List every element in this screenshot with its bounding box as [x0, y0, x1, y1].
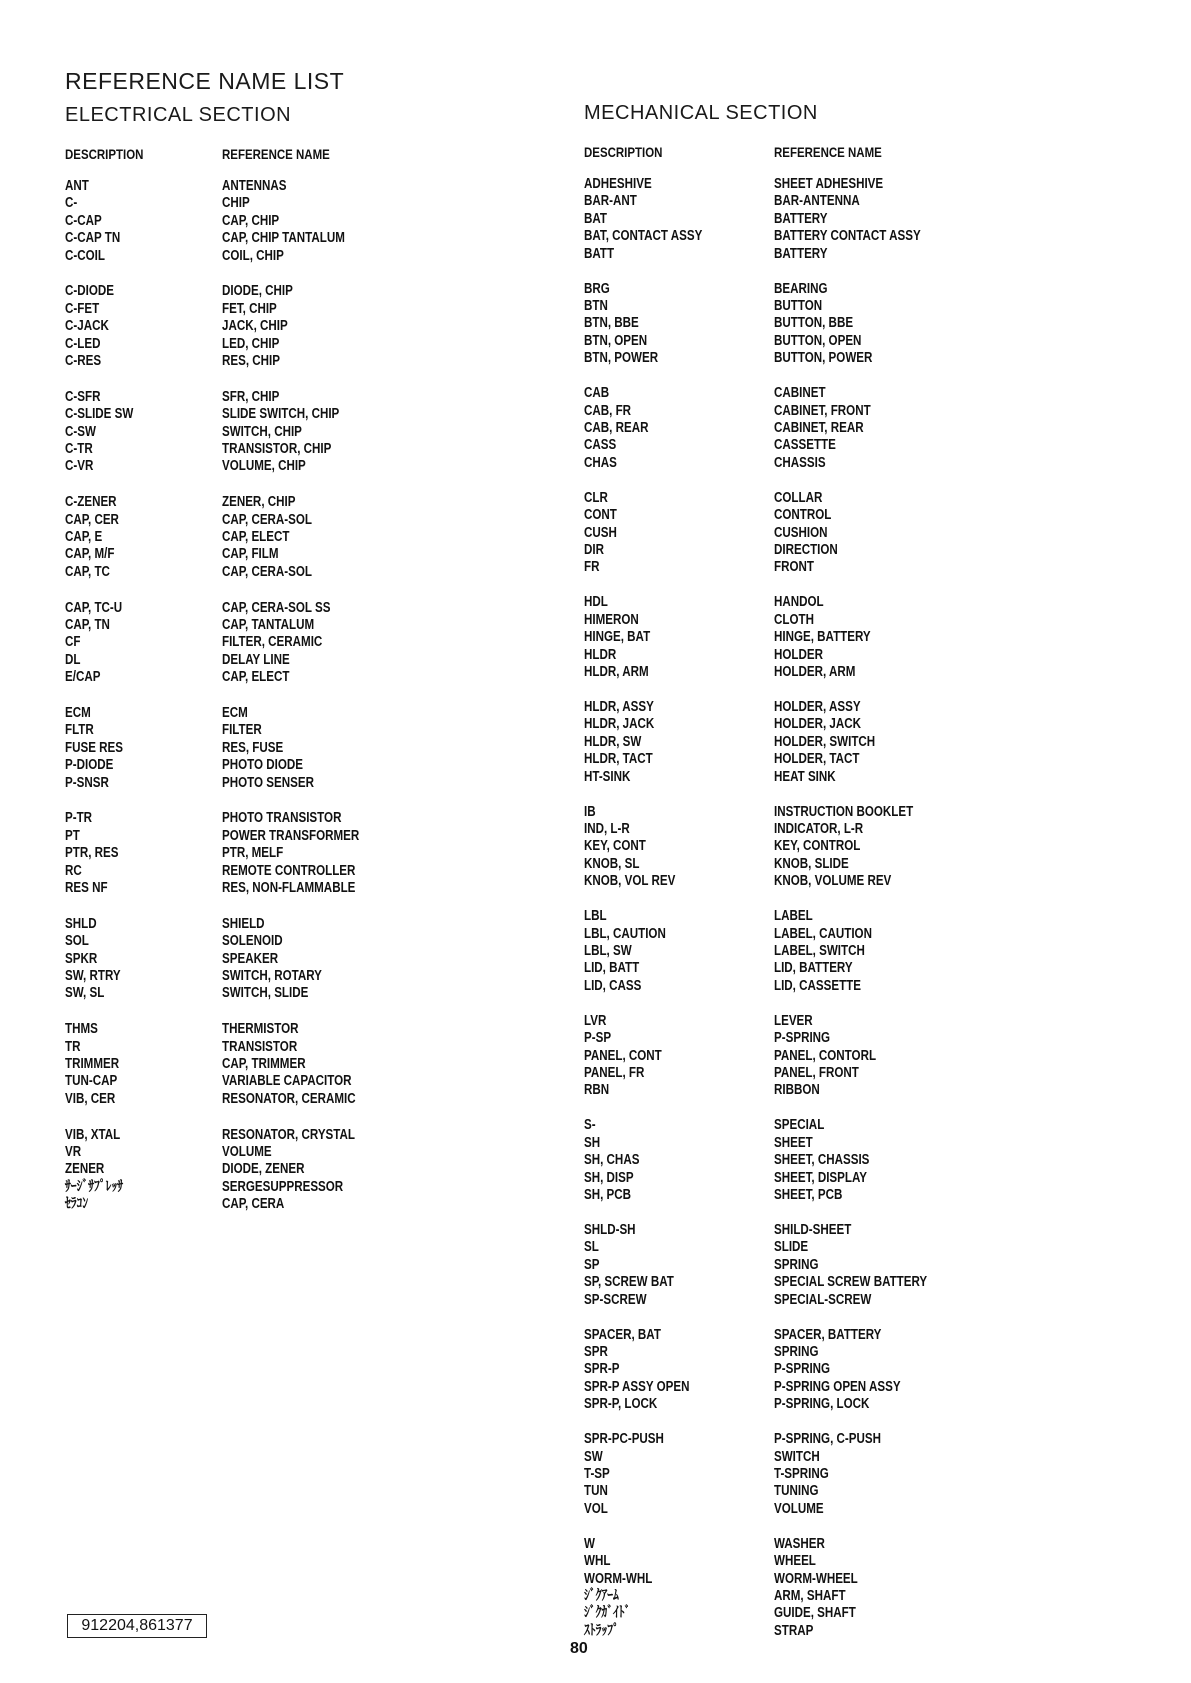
reference-name-cell: FILTER, CERAMIC — [222, 634, 323, 651]
description-cell: SW — [584, 1448, 603, 1465]
description-cell: CAP, TC-U — [65, 599, 123, 616]
description-cell: PANEL, FR — [584, 1065, 645, 1081]
description-cell: C-LED — [65, 335, 101, 352]
description-cell: C- — [65, 195, 78, 212]
reference-name-cell: LABEL — [774, 908, 813, 925]
description-cell: BAT, CONTACT ASSY — [584, 228, 703, 245]
reference-name-cell: TRANSISTOR — [222, 1038, 298, 1055]
description-cell: P-TR — [65, 810, 93, 827]
description-cell: HIMERON — [584, 611, 639, 628]
description-cell: ｼﾞｸｶﾞｲﾄﾞ — [584, 1605, 631, 1622]
description-cell: BTN, POWER — [584, 350, 659, 367]
reference-name-cell: SLIDE — [774, 1239, 809, 1256]
reference-name-cell: CHIP — [222, 195, 250, 212]
description-cell: C-DIODE — [65, 283, 114, 300]
reference-name-cell: DIODE, ZENER — [222, 1161, 305, 1178]
description-cell: DL — [65, 651, 81, 668]
reference-name-cell: LABEL, SWITCH — [774, 943, 865, 959]
reference-name-cell: RES, FUSE — [222, 739, 284, 756]
reference-name-cell: CHASSIS — [774, 454, 826, 471]
reference-name-cell: CAP, TANTALUM — [222, 617, 315, 633]
description-cell: P-DIODE — [65, 757, 114, 774]
reference-name-cell: KNOB, SLIDE — [774, 855, 849, 872]
description-cell: CAB, REAR — [584, 420, 649, 436]
description-cell: ｻｰｼﾞｻﾌﾟﾚｯｻ — [65, 1178, 123, 1195]
reference-name-cell: CAP, FILM — [222, 546, 279, 563]
reference-name-cell: PANEL, CONTORL — [774, 1047, 877, 1064]
reference-name-cell: RES, NON-FLAMMABLE — [222, 880, 356, 896]
description-cell: C-COIL — [65, 247, 105, 264]
description-cell: SW, SL — [65, 985, 105, 1002]
reference-name-cell: COIL, CHIP — [222, 247, 284, 264]
description-cell: CONT — [584, 507, 617, 524]
description-cell: BRG — [584, 280, 610, 297]
reference-name-cell: PTR, MELF — [222, 845, 284, 862]
reference-name-cell: SPRING — [774, 1344, 819, 1360]
description-cell: ｾﾗｺﾝ — [65, 1196, 89, 1213]
reference-name-cell: SHEET ADHESHIVE — [774, 176, 884, 192]
reference-name-cell: CAP, CHIP TANTALUM — [222, 230, 345, 247]
description-cell: VR — [65, 1144, 82, 1160]
description-cell: TUN-CAP — [65, 1073, 118, 1090]
description-cell: SP — [584, 1256, 600, 1273]
description-cell: ｼﾞｸｱｰﾑ — [584, 1588, 619, 1604]
description-cell: SPACER, BAT — [584, 1326, 661, 1343]
reference-name-cell: POWER TRANSFORMER — [222, 827, 360, 844]
reference-name-cell: DIRECTION — [774, 542, 838, 558]
reference-name-cell: P-SPRING, C-PUSH — [774, 1431, 881, 1448]
reference-name-cell: SHEET, CHASSIS — [774, 1152, 870, 1169]
reference-name-cell: THERMISTOR — [222, 1021, 299, 1038]
reference-name-cell: SHEET, DISPLAY — [774, 1169, 868, 1186]
description-cell: BTN — [584, 298, 608, 314]
reference-name-cell: ECM — [222, 705, 248, 721]
reference-name-cell: CAP, CERA-SOL — [222, 511, 313, 528]
reference-name-cell: LED, CHIP — [222, 335, 280, 352]
reference-name-cell: TRANSISTOR, CHIP — [222, 441, 332, 457]
reference-name-cell: SPACER, BATTERY — [774, 1326, 882, 1343]
reference-name-cell: FRONT — [774, 559, 814, 576]
reference-name-cell: VARIABLE CAPACITOR — [222, 1073, 352, 1090]
description-cell: FR — [584, 559, 600, 576]
description-cell: SPKR — [65, 950, 98, 967]
description-cell: LBL, SW — [584, 943, 632, 959]
description-cell: CLR — [584, 489, 608, 506]
description-cell: HLDR, ARM — [584, 664, 649, 680]
description-cell: SPR-P — [584, 1361, 620, 1378]
reference-name-cell: CLOTH — [774, 611, 814, 628]
description-cell: THMS — [65, 1021, 98, 1038]
description-cell: BATT — [584, 245, 615, 262]
reference-name-cell: CABINET, REAR — [774, 420, 864, 436]
description-cell: RC — [65, 862, 82, 879]
description-cell: TRIMMER — [65, 1056, 120, 1072]
reference-name-cell: STRAP — [774, 1622, 814, 1639]
description-cell: SH, CHAS — [584, 1152, 640, 1169]
description-cell: CAB — [584, 385, 610, 402]
reference-name-cell: BUTTON — [774, 298, 823, 314]
reference-name-cell: CAP, CERA — [222, 1196, 285, 1213]
reference-name-cell: P-SPRING, LOCK — [774, 1396, 870, 1413]
reference-name-cell: SPECIAL SCREW BATTERY — [774, 1274, 928, 1291]
mechanical-section-heading: MECHANICAL SECTION — [584, 102, 818, 124]
description-cell: HT-SINK — [584, 768, 631, 785]
description-cell: CAP, E — [65, 529, 103, 545]
reference-name-cell: WORM-WHEEL — [774, 1570, 858, 1587]
reference-name-cell: HEAT SINK — [774, 768, 836, 785]
description-cell: SHLD — [65, 915, 97, 932]
description-cell: TUN — [584, 1483, 608, 1500]
description-cell: PT — [65, 827, 80, 844]
description-cell: HLDR, ASSY — [584, 699, 654, 715]
document-code-box: 912204,861377 — [67, 1614, 207, 1638]
reference-name-cell: BUTTON, BBE — [774, 315, 854, 332]
reference-name-cell: P-SPRING — [774, 1030, 831, 1047]
reference-name-cell: INSTRUCTION BOOKLET — [774, 803, 914, 820]
reference-name-cell: VOLUME, CHIP — [222, 458, 306, 475]
description-cell: KNOB, SL — [584, 855, 640, 872]
reference-name-cell: BUTTON, POWER — [774, 350, 873, 367]
description-cell: SPR-PC-PUSH — [584, 1431, 664, 1448]
reference-name-cell: SLIDE SWITCH, CHIP — [222, 406, 340, 423]
description-cell: SOL — [65, 933, 89, 950]
description-cell: HLDR, TACT — [584, 751, 653, 768]
mechanical-col-description-header: DESCRIPTION — [584, 144, 663, 160]
reference-name-cell: PANEL, FRONT — [774, 1065, 859, 1081]
description-cell: SH, DISP — [584, 1169, 634, 1186]
description-cell: C-VR — [65, 458, 94, 475]
description-cell: VOL — [584, 1500, 608, 1517]
description-cell: FLTR — [65, 722, 94, 739]
reference-name-cell: SPEAKER — [222, 950, 279, 967]
description-cell: SPR-P, LOCK — [584, 1396, 658, 1413]
description-cell: C-RES — [65, 353, 102, 369]
description-cell: C-CAP — [65, 212, 102, 229]
reference-name-cell: SHIELD — [222, 915, 265, 932]
description-cell: WHL — [584, 1553, 611, 1570]
reference-name-cell: CABINET, FRONT — [774, 402, 871, 419]
description-cell: BTN, OPEN — [584, 332, 648, 349]
description-cell: SH, PCB — [584, 1187, 632, 1203]
reference-name-cell: TUNING — [774, 1483, 819, 1500]
description-cell: T-SP — [584, 1466, 610, 1482]
reference-name-cell: BATTERY — [774, 245, 828, 262]
description-cell: CASS — [584, 437, 617, 454]
description-cell: LID, CASS — [584, 977, 642, 994]
description-cell: PTR, RES — [65, 845, 119, 862]
description-cell: C-TR — [65, 441, 93, 457]
description-cell: VIB, CER — [65, 1090, 116, 1107]
description-cell: KNOB, VOL REV — [584, 873, 676, 890]
description-cell: CAP, TC — [65, 563, 110, 580]
description-cell: C-SW — [65, 423, 96, 440]
reference-name-cell: LABEL, CAUTION — [774, 925, 872, 942]
description-cell: HLDR — [584, 646, 617, 663]
reference-name-cell: SHILD-SHEET — [774, 1222, 852, 1238]
reference-name-cell: P-SPRING OPEN ASSY — [774, 1378, 901, 1395]
reference-name-cell: P-SPRING — [774, 1361, 831, 1378]
description-cell: IB — [584, 803, 596, 820]
description-cell: SPR — [584, 1344, 608, 1360]
mechanical-col-reference-header: REFERENCE NAME — [774, 144, 882, 160]
reference-name-cell: HOLDER — [774, 646, 823, 663]
description-cell: ECM — [65, 705, 91, 721]
page-title: REFERENCE NAME LIST — [65, 68, 345, 94]
reference-name-cell: SWITCH — [774, 1448, 820, 1465]
reference-name-cell: SPECIAL-SCREW — [774, 1291, 872, 1308]
description-cell: SH — [584, 1134, 601, 1151]
description-cell: C-SLIDE SW — [65, 406, 134, 423]
description-cell: WORM-WHL — [584, 1570, 653, 1587]
description-cell: BAR-ANT — [584, 193, 637, 210]
reference-name-cell: ARM, SHAFT — [774, 1588, 846, 1604]
reference-name-cell: HINGE, BATTERY — [774, 629, 871, 646]
description-cell: RBN — [584, 1082, 610, 1099]
description-cell: LID, BATT — [584, 960, 640, 977]
description-cell: HDL — [584, 594, 608, 611]
reference-name-cell: FET, CHIP — [222, 300, 277, 317]
description-cell: HLDR, SW — [584, 733, 642, 750]
reference-name-cell: REMOTE CONTROLLER — [222, 862, 356, 879]
description-cell: SW, RTRY — [65, 968, 121, 984]
description-cell: DIR — [584, 542, 604, 558]
description-cell: CAP, M/F — [65, 546, 115, 563]
description-cell: PANEL, CONT — [584, 1047, 662, 1064]
reference-name-cell: VOLUME — [774, 1500, 824, 1517]
description-cell: LVR — [584, 1012, 607, 1029]
reference-name-cell: CAP, CERA-SOL — [222, 563, 313, 580]
reference-name-cell: HOLDER, ASSY — [774, 699, 861, 715]
description-cell: CAP, CER — [65, 511, 119, 528]
reference-name-cell: CASSETTE — [774, 437, 836, 454]
description-cell: P-SP — [584, 1030, 612, 1047]
page-number: 80 — [570, 1640, 588, 1657]
description-cell: W — [584, 1535, 595, 1552]
description-cell: CF — [65, 634, 81, 651]
description-cell: CUSH — [584, 524, 617, 541]
description-cell: SP, SCREW BAT — [584, 1274, 674, 1291]
reference-name-cell: JACK, CHIP — [222, 318, 288, 335]
reference-name-cell: BEARING — [774, 280, 828, 297]
description-cell: S- — [584, 1117, 596, 1134]
reference-name-cell: DELAY LINE — [222, 651, 290, 668]
reference-name-cell: BATTERY CONTACT ASSY — [774, 228, 921, 245]
reference-name-cell: KNOB, VOLUME REV — [774, 873, 892, 890]
description-cell: C-FET — [65, 300, 100, 317]
reference-name-cell: SHEET — [774, 1134, 813, 1151]
reference-name-cell: RIBBON — [774, 1082, 820, 1099]
reference-name-cell: SWITCH, SLIDE — [222, 985, 309, 1002]
reference-name-cell: BATTERY — [774, 210, 828, 227]
reference-name-cell: SOLENOID — [222, 933, 283, 950]
electrical-col-description-header: DESCRIPTION — [65, 146, 144, 162]
reference-name-cell: COLLAR — [774, 489, 823, 506]
reference-name-cell: ANTENNAS — [222, 178, 287, 194]
description-cell: CHAS — [584, 454, 617, 471]
reference-name-cell: CAP, ELECT — [222, 529, 290, 545]
reference-name-cell: WASHER — [774, 1535, 825, 1552]
reference-name-cell: HOLDER, TACT — [774, 751, 860, 768]
description-cell: HLDR, JACK — [584, 716, 655, 733]
reference-name-cell: INDICATOR, L-R — [774, 821, 864, 837]
reference-name-cell: GUIDE, SHAFT — [774, 1605, 856, 1622]
description-cell: RES NF — [65, 880, 108, 896]
description-cell: SL — [584, 1239, 599, 1256]
reference-name-cell: T-SPRING — [774, 1466, 829, 1482]
reference-name-cell: SWITCH, CHIP — [222, 423, 302, 440]
description-cell: C-ZENER — [65, 494, 117, 511]
description-cell: LBL — [584, 908, 607, 925]
reference-name-cell: HOLDER, ARM — [774, 664, 856, 680]
reference-name-cell: BUTTON, OPEN — [774, 332, 862, 349]
description-cell: C-SFR — [65, 388, 101, 405]
description-cell: CAB, FR — [584, 402, 632, 419]
description-cell: E/CAP — [65, 669, 101, 686]
description-cell: LBL, CAUTION — [584, 925, 666, 942]
description-cell: BTN, BBE — [584, 315, 639, 332]
electrical-section-heading: ELECTRICAL SECTION — [65, 104, 292, 126]
reference-name-cell: CONTROL — [774, 507, 832, 524]
description-cell: BAT — [584, 210, 607, 227]
description-cell: ｽﾄﾗｯﾌﾟ — [584, 1622, 619, 1639]
reference-name-cell: SFR, CHIP — [222, 388, 280, 405]
reference-name-cell: CABINET — [774, 385, 826, 402]
reference-name-cell: RESONATOR, CERAMIC — [222, 1090, 356, 1107]
description-cell: ANT — [65, 178, 89, 194]
reference-name-cell: PHOTO SENSER — [222, 774, 314, 791]
description-cell: CAP, TN — [65, 617, 110, 633]
description-cell: HINGE, BAT — [584, 629, 651, 646]
description-cell: C-JACK — [65, 318, 109, 335]
reference-name-cell: CAP, ELECT — [222, 669, 290, 686]
reference-name-cell: CAP, CERA-SOL SS — [222, 599, 331, 616]
description-cell: VIB, XTAL — [65, 1126, 121, 1143]
reference-name-cell: PHOTO TRANSISTOR — [222, 810, 342, 827]
description-cell: SPR-P ASSY OPEN — [584, 1378, 690, 1395]
description-cell: ZENER — [65, 1161, 105, 1178]
reference-name-cell: CAP, CHIP — [222, 212, 280, 229]
reference-name-cell: CAP, TRIMMER — [222, 1056, 306, 1072]
description-cell: SP-SCREW — [584, 1291, 647, 1308]
reference-name-cell: HOLDER, SWITCH — [774, 733, 876, 750]
reference-name-cell: SWITCH, ROTARY — [222, 968, 322, 984]
reference-name-cell: ZENER, CHIP — [222, 494, 296, 511]
description-cell: KEY, CONT — [584, 838, 646, 855]
reference-name-cell: SERGESUPPRESSOR — [222, 1178, 344, 1195]
reference-name-cell: SHEET, PCB — [774, 1187, 843, 1203]
reference-name-cell: VOLUME — [222, 1144, 272, 1160]
description-cell: C-CAP TN — [65, 230, 121, 247]
reference-name-cell: RESONATOR, CRYSTAL — [222, 1126, 355, 1143]
reference-name-cell: LEVER — [774, 1012, 813, 1029]
reference-name-cell: HANDOL — [774, 594, 824, 611]
description-cell: ADHESHIVE — [584, 176, 652, 192]
reference-name-cell: DIODE, CHIP — [222, 283, 293, 300]
reference-name-cell: LID, CASSETTE — [774, 977, 862, 994]
reference-name-cell: BAR-ANTENNA — [774, 193, 860, 210]
reference-name-cell: SPECIAL — [774, 1117, 825, 1134]
description-cell: P-SNSR — [65, 774, 109, 791]
reference-name-cell: LID, BATTERY — [774, 960, 853, 977]
reference-name-cell: KEY, CONTROL — [774, 838, 861, 855]
reference-name-cell: FILTER — [222, 722, 262, 739]
reference-name-cell: CUSHION — [774, 524, 828, 541]
reference-name-cell: PHOTO DIODE — [222, 757, 303, 774]
reference-name-cell: RES, CHIP — [222, 353, 281, 369]
description-cell: SHLD-SH — [584, 1222, 636, 1238]
reference-name-cell: SPRING — [774, 1256, 819, 1273]
description-cell: IND, L-R — [584, 821, 630, 837]
description-cell: TR — [65, 1038, 81, 1055]
description-cell: FUSE RES — [65, 739, 124, 756]
reference-name-cell: HOLDER, JACK — [774, 716, 862, 733]
electrical-col-reference-header: REFERENCE NAME — [222, 146, 330, 162]
reference-name-cell: WHEEL — [774, 1553, 816, 1570]
